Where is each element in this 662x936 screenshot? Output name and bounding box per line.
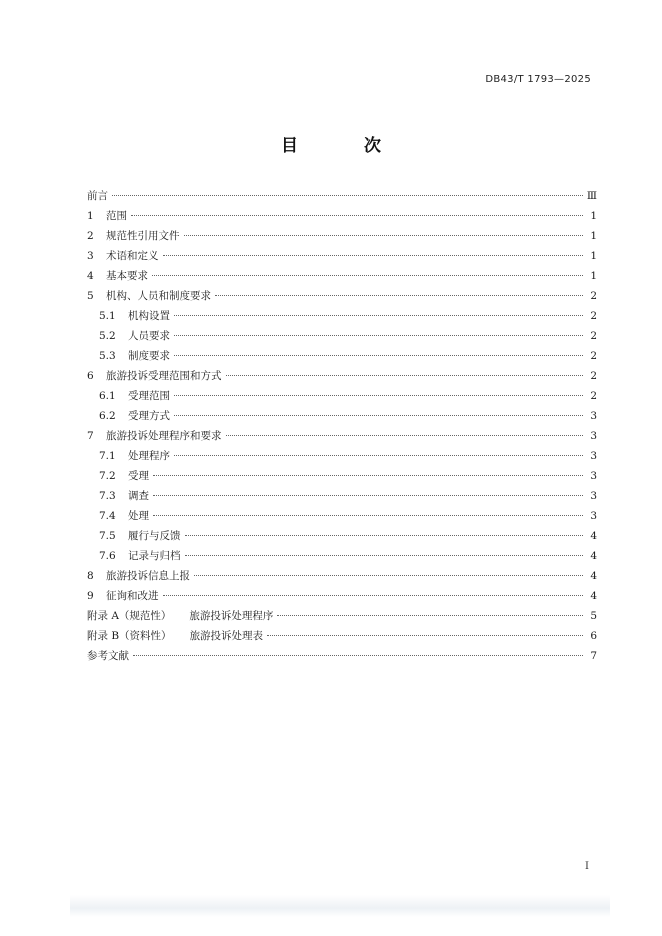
toc-entry[interactable] [87, 306, 597, 326]
dot-leader [163, 255, 584, 256]
toc-entry-label-main: 范围 [106, 210, 127, 222]
toc-entry-label [128, 326, 170, 346]
toc-entry[interactable] [87, 446, 597, 466]
toc-entry-number: 6 [87, 370, 94, 382]
toc-entry-label [87, 626, 263, 646]
toc-entry-number: 5 [87, 290, 94, 302]
toc-entry-number: 7.6 [99, 550, 116, 562]
dot-leader [153, 495, 583, 496]
toc-entry-number: 7.2 [99, 470, 116, 482]
toc-entry[interactable] [87, 586, 597, 606]
toc-entry-label [106, 266, 148, 286]
toc-entry-label [128, 386, 170, 406]
toc-entry-label-main: 术语和定义 [106, 250, 159, 262]
dot-leader [152, 275, 583, 276]
toc-entry-label-main: 履行与反馈 [128, 530, 181, 542]
dot-leader [133, 655, 583, 656]
toc-entry-label-main: 处理程序 [128, 450, 170, 462]
toc-entry[interactable] [87, 326, 597, 346]
toc-entry-number: 7 [87, 430, 94, 442]
toc-entry-label [87, 646, 129, 666]
toc-entry-label [106, 366, 222, 386]
dot-leader [277, 615, 583, 616]
toc-entry-label-main: 参考文献 [87, 650, 129, 662]
toc-entry-page: 2 [590, 370, 597, 382]
toc-entry-label [128, 446, 170, 466]
dot-leader [163, 595, 584, 596]
toc-entry-number: 8 [87, 570, 94, 582]
toc-entry-label [128, 346, 170, 366]
toc-entry-label-main: 旅游投诉受理范围和方式 [106, 370, 222, 382]
toc-entry-label [106, 246, 159, 266]
toc-entry-label [87, 186, 108, 206]
toc-entry-page: 4 [590, 590, 597, 602]
toc-entry-label [87, 606, 273, 626]
toc-entry-page: 4 [590, 570, 597, 582]
toc-entry[interactable] [87, 286, 597, 306]
dot-leader [131, 215, 583, 216]
toc-entry[interactable] [87, 506, 597, 526]
page-number: I [585, 861, 589, 872]
toc-entry-page: 1 [590, 250, 597, 262]
toc-entry[interactable] [87, 646, 597, 666]
dot-leader [174, 355, 583, 356]
toc-entry-label-main: 规范性引用文件 [106, 230, 180, 242]
toc-entry[interactable] [87, 526, 597, 546]
toc-entry-page: 1 [590, 230, 597, 242]
toc-entry-label-main: 受理方式 [128, 410, 170, 422]
toc-entry-page: 1 [590, 210, 597, 222]
toc-entry-label [106, 226, 180, 246]
toc-entry[interactable] [87, 266, 597, 286]
toc-entry-number: 9 [87, 590, 94, 602]
toc-entry-label-main: 调查 [128, 490, 149, 502]
toc-entry-page: 3 [590, 410, 597, 422]
dot-leader [174, 455, 583, 456]
toc-entry-page: Ⅲ [586, 190, 597, 202]
dot-leader [174, 395, 583, 396]
toc-entry-page: 2 [590, 290, 597, 302]
toc-entry[interactable] [87, 246, 597, 266]
toc-entry-number: 4 [87, 270, 94, 282]
toc-entry-label-main: 记录与归档 [128, 550, 181, 562]
dot-leader [112, 195, 583, 196]
toc-entry-label [106, 286, 211, 306]
toc-entry[interactable] [87, 186, 597, 206]
dot-leader [215, 295, 583, 296]
dot-leader [185, 555, 584, 556]
toc-entry-label [128, 466, 149, 486]
dot-leader [267, 635, 583, 636]
toc-entry-label-main: 人员要求 [128, 330, 170, 342]
toc-entry-page: 1 [590, 270, 597, 282]
document-code: DB43/T 1793—2025 [485, 74, 591, 85]
toc-entry-number: 6.2 [99, 410, 116, 422]
toc-entry[interactable] [87, 206, 597, 226]
toc-entry-label [128, 546, 181, 566]
dot-leader [194, 575, 583, 576]
toc-entry-label [128, 406, 170, 426]
toc-entry-page: 7 [590, 650, 597, 662]
dot-leader [174, 315, 583, 316]
toc-entry-number: 7.1 [99, 450, 116, 462]
toc-entry-label-main: 处理 [128, 510, 149, 522]
toc-entry-label-main: 机构设置 [128, 310, 170, 322]
toc-entry-number: 2 [87, 230, 94, 242]
toc-entry-number: 1 [87, 210, 94, 222]
dot-leader [153, 475, 583, 476]
toc-entry-number: 7.4 [99, 510, 116, 522]
table-of-contents [87, 186, 597, 666]
dot-leader [185, 535, 584, 536]
toc-entry-page: 3 [590, 490, 597, 502]
dot-leader [226, 435, 584, 436]
toc-entry[interactable] [87, 226, 597, 246]
toc-entry-number: 6.1 [99, 390, 116, 402]
toc-entry[interactable] [87, 346, 597, 366]
toc-entry-label-main: 受理范围 [128, 390, 170, 402]
toc-entry-number: 3 [87, 250, 94, 262]
toc-entry-label-main: 受理 [128, 470, 149, 482]
toc-entry-label [128, 486, 149, 506]
toc-entry-label-main: 征询和改进 [106, 590, 159, 602]
toc-entry-label-main: 机构、人员和制度要求 [106, 290, 211, 302]
toc-entry[interactable] [87, 546, 597, 566]
toc-entry-page: 3 [590, 510, 597, 522]
toc-entry-number: 7.5 [99, 530, 116, 542]
toc-entry-label-title: 旅游投诉处理程序 [189, 610, 274, 622]
toc-entry-label-main: 附录 A（规范性） [87, 610, 172, 622]
toc-entry-page: 2 [590, 310, 597, 322]
toc-entry-page: 6 [590, 630, 597, 642]
toc-entry-label-main: 附录 B（资料性） [87, 630, 172, 642]
toc-entry-label-main: 旅游投诉处理程序和要求 [106, 430, 222, 442]
toc-entry-page: 4 [590, 550, 597, 562]
toc-entry[interactable] [87, 366, 597, 386]
toc-entry[interactable] [87, 606, 597, 626]
dot-leader [174, 335, 583, 336]
page-title: 目 次 [281, 136, 411, 156]
toc-entry[interactable] [87, 406, 597, 426]
toc-entry-page: 3 [590, 430, 597, 442]
toc-entry-number: 5.2 [99, 330, 116, 342]
toc-entry[interactable] [87, 626, 597, 646]
toc-entry-page: 3 [590, 450, 597, 462]
toc-entry[interactable] [87, 566, 597, 586]
toc-entry-page: 5 [590, 610, 597, 622]
toc-entry-label [106, 566, 190, 586]
toc-entry[interactable] [87, 466, 597, 486]
dot-leader [226, 375, 584, 376]
toc-entry-number: 7.3 [99, 490, 116, 502]
toc-entry-page: 3 [590, 470, 597, 482]
toc-entry-label-main: 制度要求 [128, 350, 170, 362]
toc-entry[interactable] [87, 426, 597, 446]
toc-entry-label [128, 306, 170, 326]
toc-entry-page: 2 [590, 350, 597, 362]
toc-entry-label [106, 586, 159, 606]
dot-leader [184, 235, 584, 236]
toc-entry-page: 4 [590, 530, 597, 542]
toc-entry-label [106, 206, 127, 226]
toc-entry[interactable] [87, 386, 597, 406]
toc-entry-label-main: 前言 [87, 190, 108, 202]
scan-shadow [70, 895, 610, 917]
toc-entry[interactable] [87, 486, 597, 506]
toc-entry-page: 2 [590, 330, 597, 342]
toc-entry-page: 2 [590, 390, 597, 402]
toc-entry-label-title: 旅游投诉处理表 [189, 630, 264, 642]
toc-entry-label-main: 旅游投诉信息上报 [106, 570, 190, 582]
toc-entry-number: 5.3 [99, 350, 116, 362]
toc-entry-number: 5.1 [99, 310, 116, 322]
toc-entry-label [128, 526, 181, 546]
toc-entry-label [128, 506, 149, 526]
toc-entry-label [106, 426, 222, 446]
dot-leader [174, 415, 583, 416]
toc-entry-label-main: 基本要求 [106, 270, 148, 282]
dot-leader [153, 515, 583, 516]
